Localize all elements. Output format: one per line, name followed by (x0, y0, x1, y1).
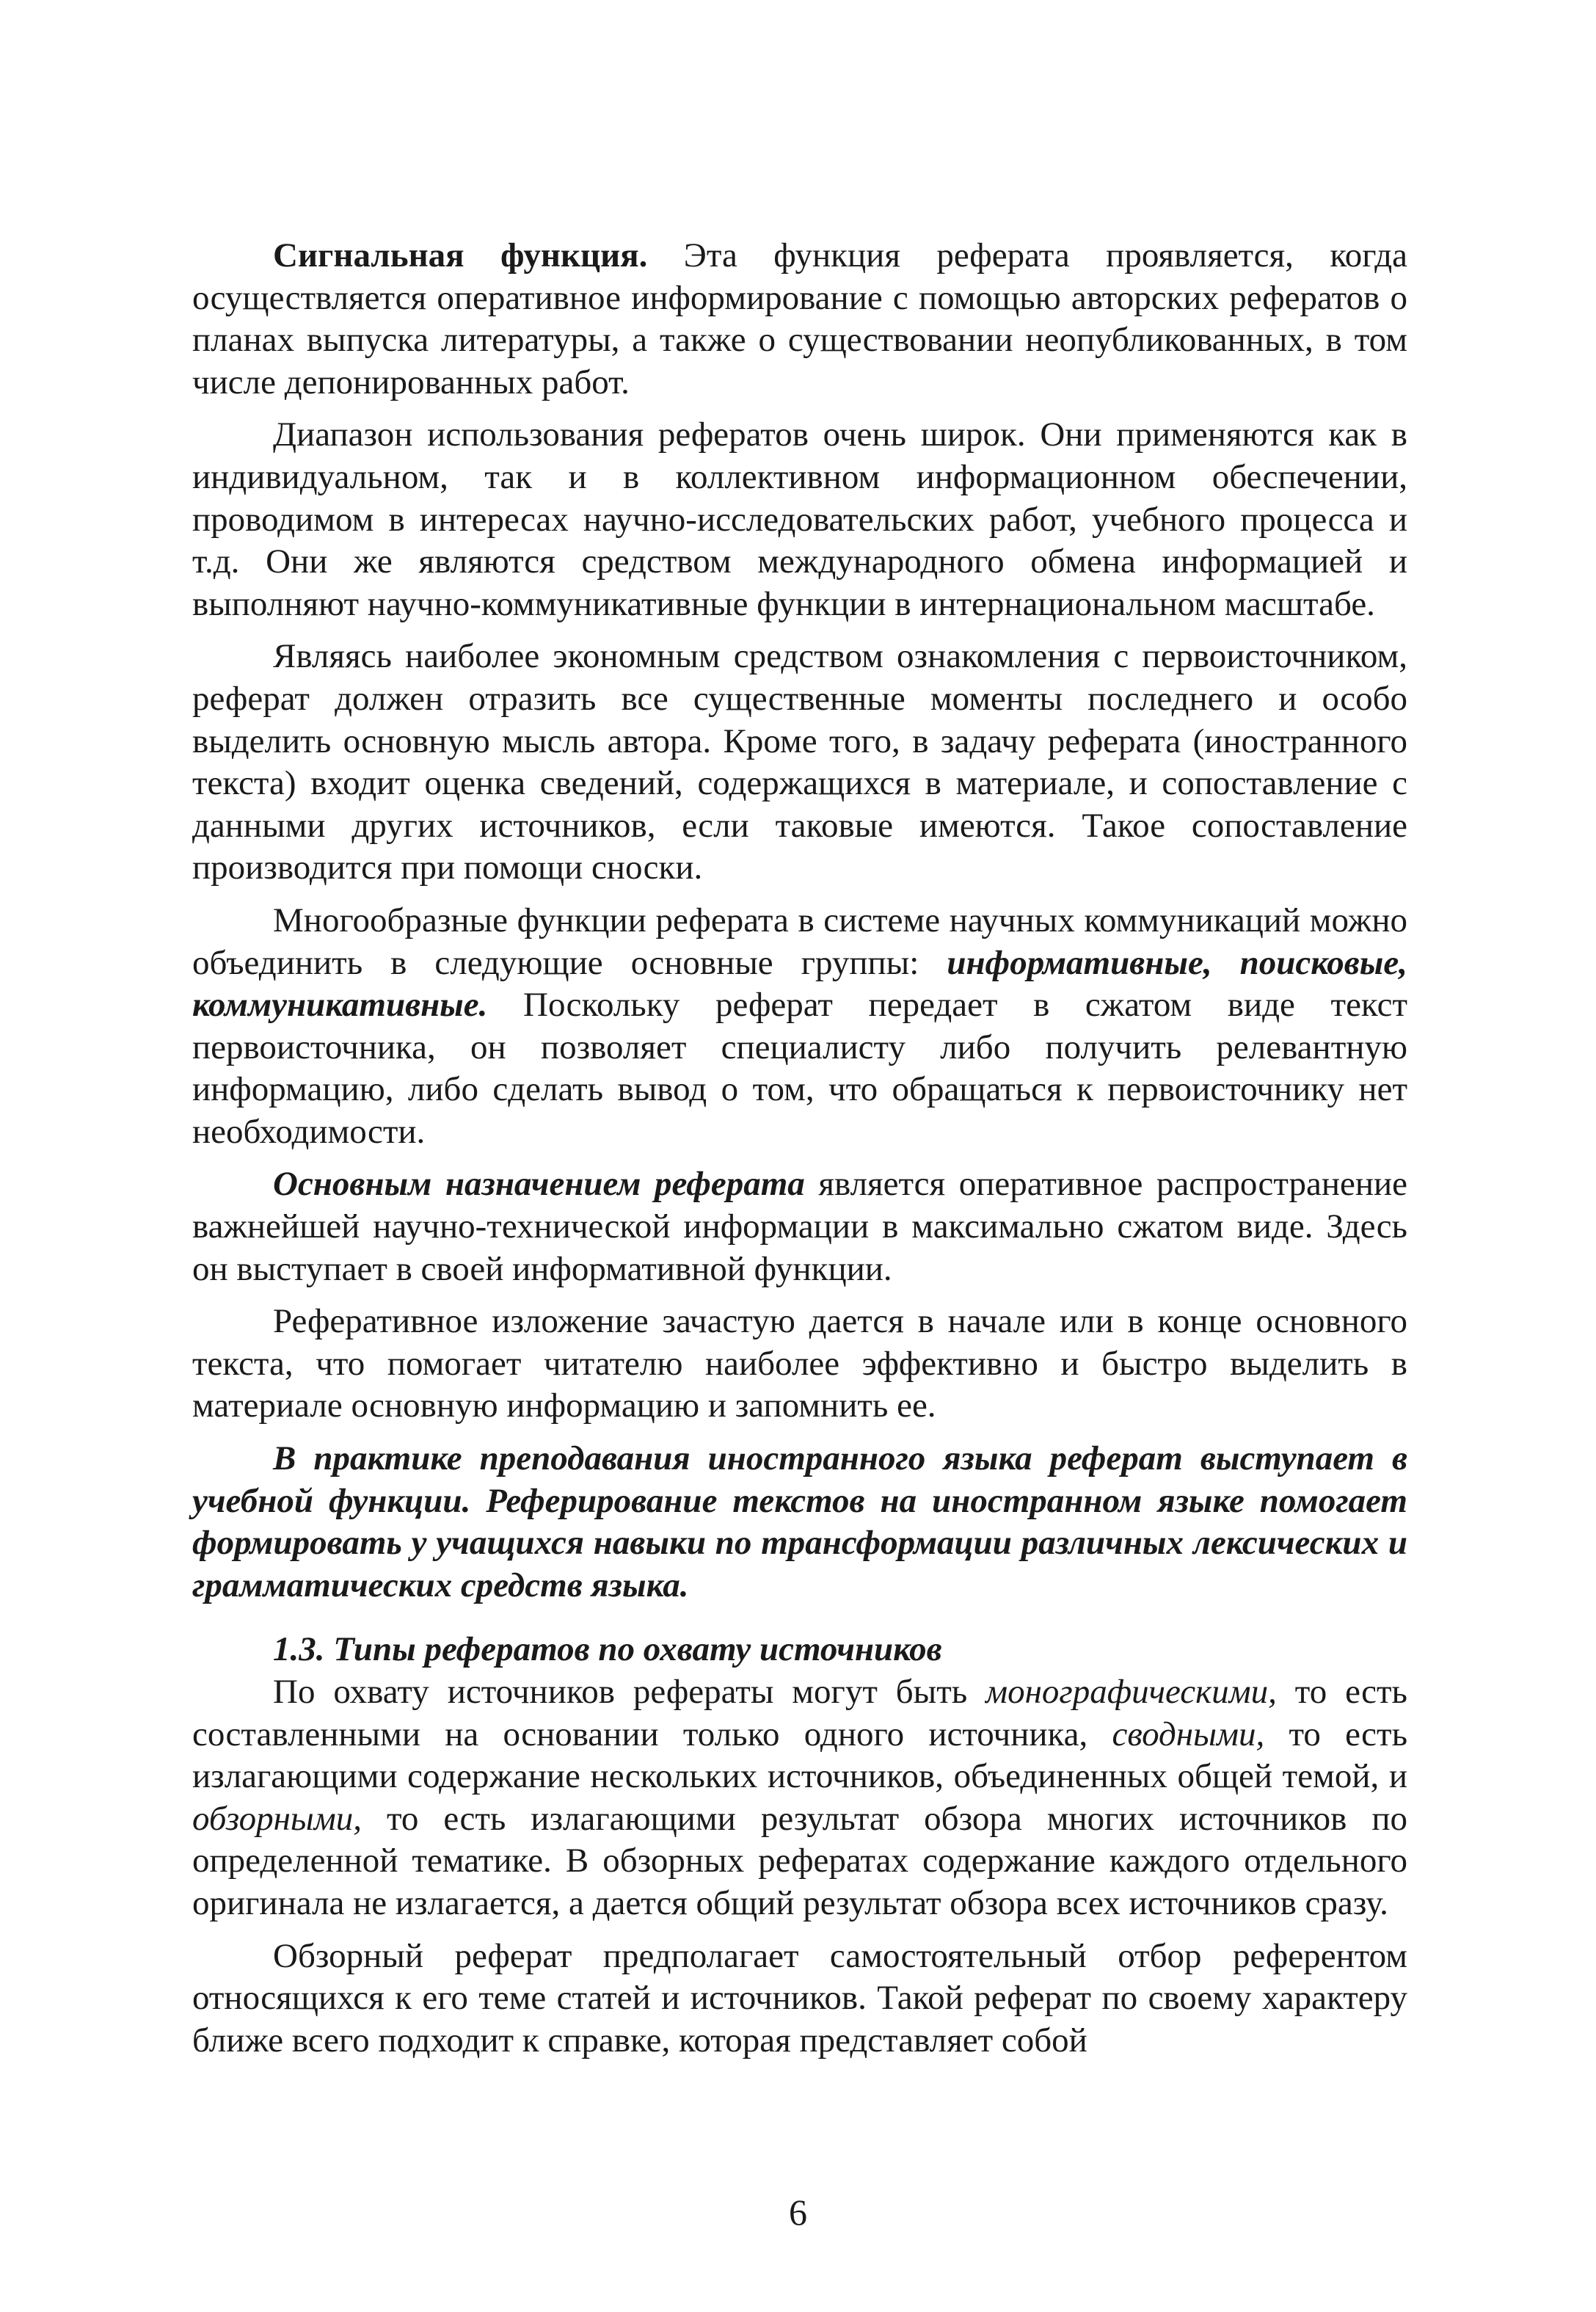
body-text (192, 235, 1407, 2062)
paragraph-text: Обзорный реферат предполагает самостоятельный отбор референтом относящихся к его теме статей и источников. Такой реферат по своему характеру ближе всего подходит к справке, которая представляет собой (192, 1936, 1407, 2060)
paragraph-teaching-practice (192, 1438, 1407, 1607)
section-heading: 1.3. Типы рефератов по охвату источников (273, 1630, 942, 1669)
paragraph-text: Многообразные функции реферата в системе научных коммуникаций можно объединить в следующие основные группы: (192, 901, 1407, 982)
paragraph-text: Реферативное изложение зачастую дается в начале или в конце основного текста, что помогает читателю наиболее эффективно и быстро выделить в материале основную информацию и запомнить ее. (192, 1302, 1407, 1425)
paragraph-text: то есть излагающими результат обзора многих источников по определенной тематике. В обзорных рефератах содержание каждого отдельного оригинала не излагается, а дается общий результат обзора всех источников сразу. (192, 1799, 1407, 1922)
paragraph-text: Являясь наиболее экономным средством ознакомления с первоисточником, реферат должен отразить все существенные моменты последнего и особо выделить основную мысль автора. Кроме того, в задачу реферата (иностранного текста) входит оценка сведений, содержащихся в материале, и сопоставление с данными других источников, если таковые имеются. Такое сопоставление производится при помощи сноски. (192, 637, 1407, 887)
emphasis-text: информативные, поисковые, коммуникативные. (192, 943, 1407, 1025)
paragraph-text: Эта функция реферата проявляется, когда осуществляется оперативное информирование с помощью авторских рефератов о планах выпуска литературы, а также о существовании неопубликованных, в том числе депонированных работ. (192, 236, 1407, 401)
paragraph-text: является оперативное распространение важнейшей научно-технической информации в максимально сжатом виде. Здесь он выступает в своей информативной функции. (192, 1165, 1408, 1288)
paragraph-text: то есть составленными на основании только одного источника, (192, 1673, 1407, 1753)
paragraph-text: Поскольку реферат передает в сжатом виде текст первоисточника, он позволяет специалисту либо получить релевантную информацию, либо сделать вывод о том, что обращаться к первоисточнику нет необходимости. (192, 986, 1407, 1151)
paragraph-economy (192, 636, 1407, 890)
paragraph-main-purpose (192, 1163, 1407, 1290)
emphasis-text: Основным назначением реферата (273, 1165, 805, 1204)
paragraph-abstract-placement (192, 1301, 1407, 1428)
paragraph-function-groups (192, 900, 1407, 1154)
italic-term: обзорными, (192, 1799, 362, 1838)
paragraph-signal-function (192, 235, 1407, 404)
italic-term: монографическими, (985, 1673, 1277, 1711)
italic-term: сводными, (1112, 1715, 1265, 1753)
paragraph-lead-heading: Сигнальная функция. (273, 236, 648, 275)
paragraph-usage-range (192, 414, 1407, 625)
page-number: 6 (789, 2192, 807, 2233)
paragraph-source-coverage (192, 1671, 1407, 1925)
emphasis-text: В практике преподавания иностранного языка реферат выступает в учебной функции. Реферирование текстов на иностранном языке помогает формировать у учащихся навыки по трансформации различных лексических и грамматических средств языка. (192, 1439, 1407, 1604)
paragraph-text: Диапазон использования рефератов очень широк. Они применяются как в индивидуальном, так и в коллективном информационном обеспечении, проводимом в интересах научно-исследовательских работ, учебного процесса и т.д. Они же являются средством международного обмена информацией и выполняют научно-коммуникативные функции в интернациональном масштабе. (192, 415, 1407, 623)
paragraph-text: то есть излагающими содержание нескольких источников, объединенных общей темой, и (192, 1715, 1407, 1796)
paragraph-review-abstract (192, 1935, 1407, 2062)
paragraph-text: По охвату источников рефераты могут быть (273, 1673, 986, 1711)
